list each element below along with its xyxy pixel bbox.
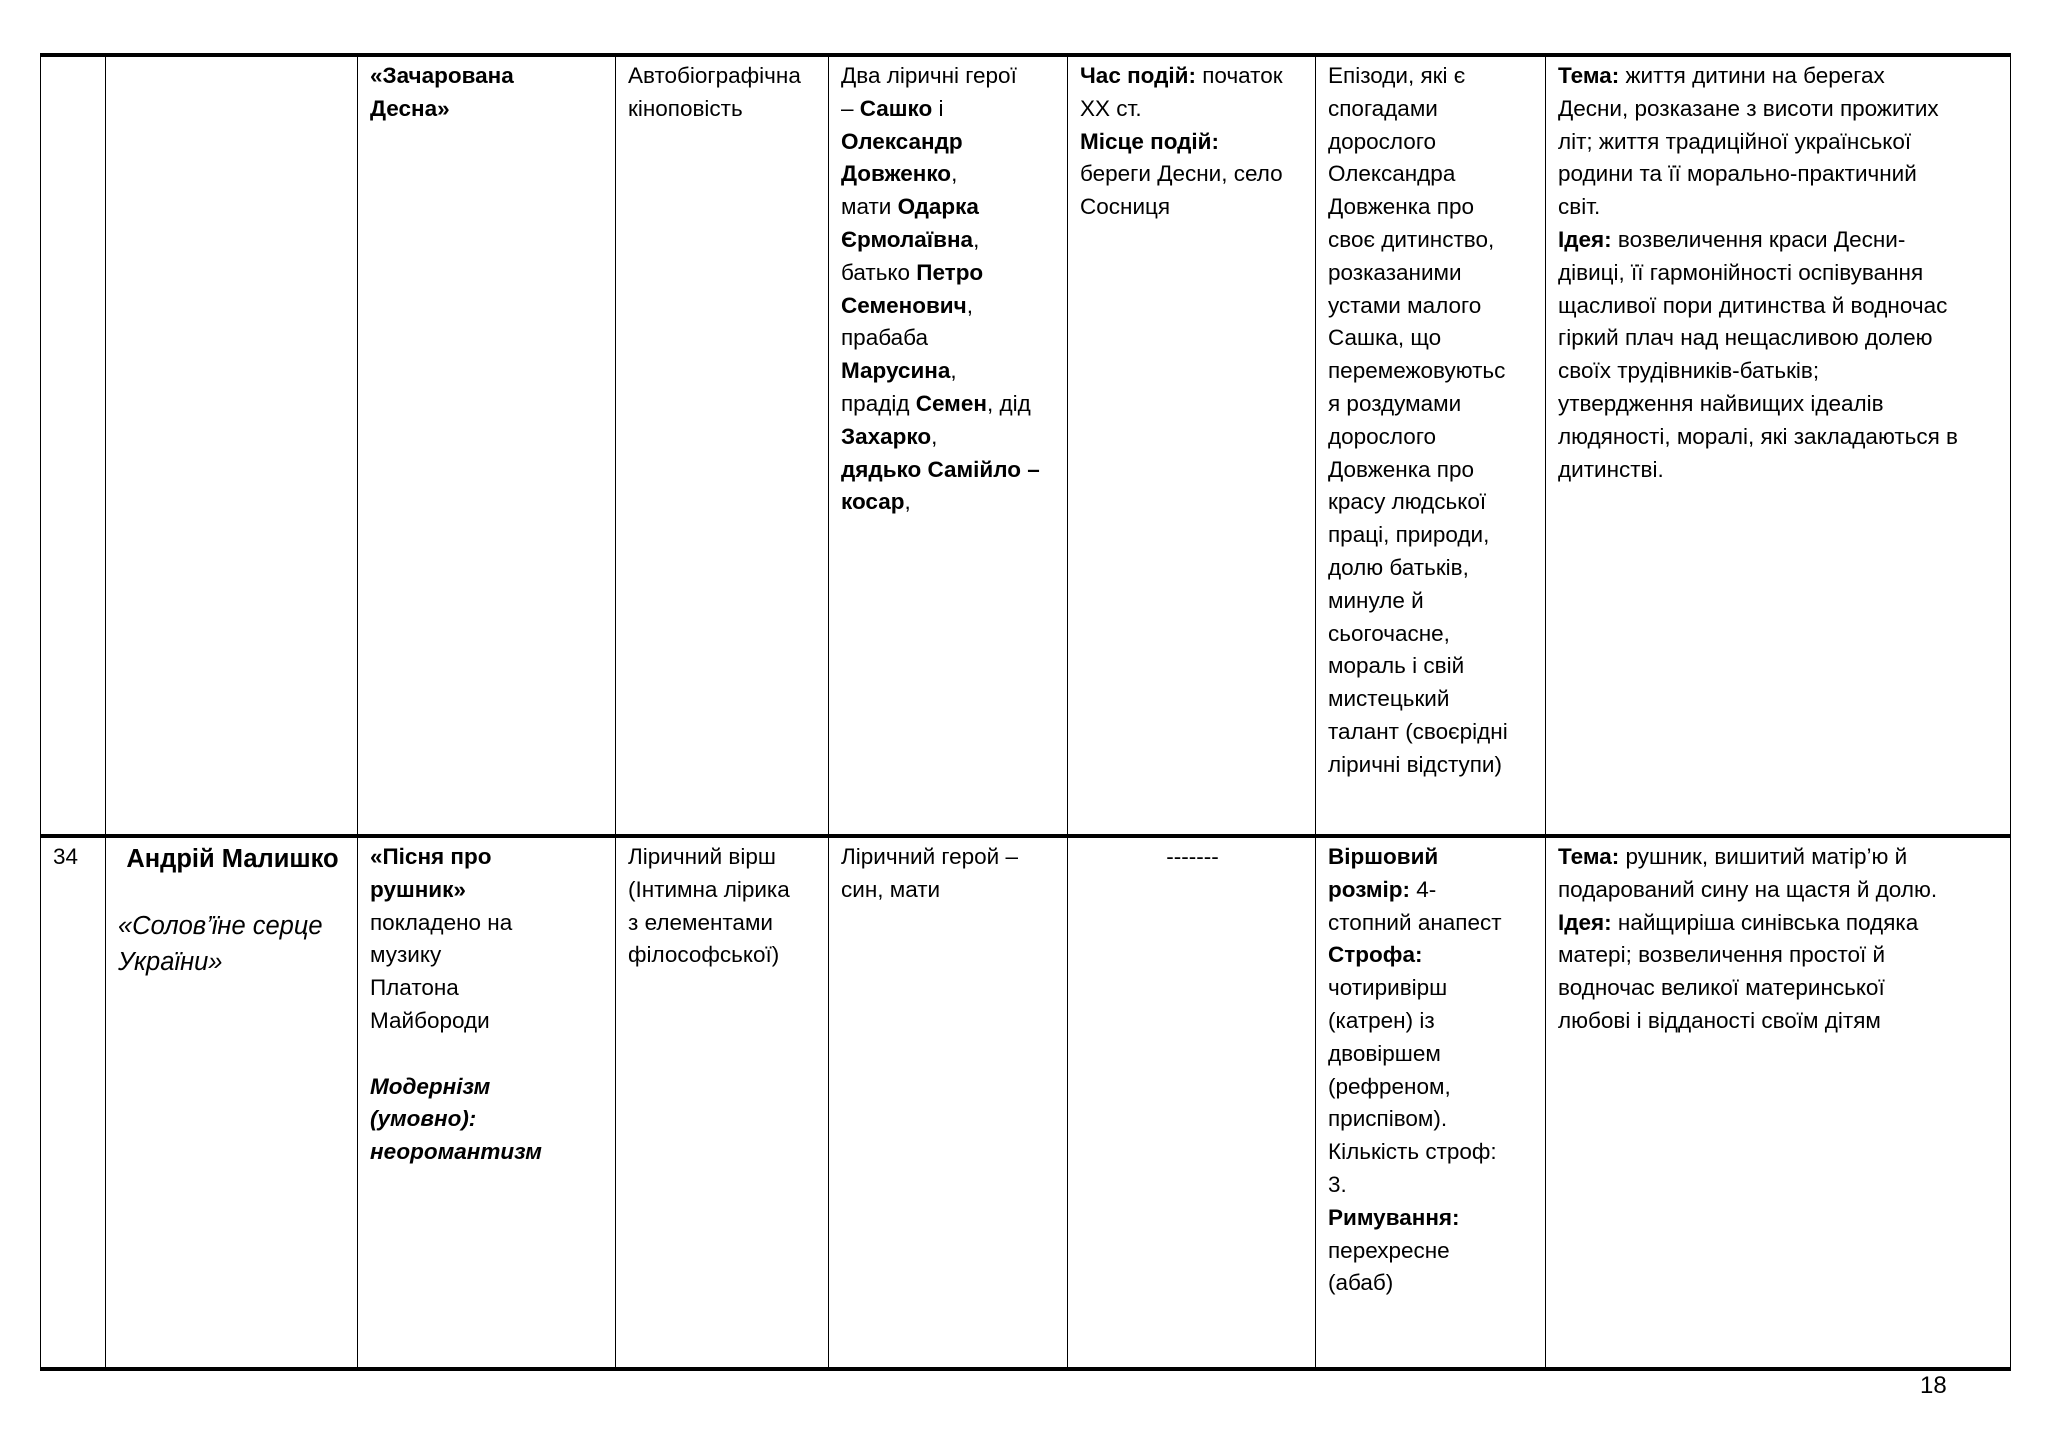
- theme-idea-cell: Тема: рушник, вишитий матір’ю й подарований сину на щастя й долю. Ідея: найщиріша синівська подяка матері; возвеличення простої й водночас великої материнської любові і відданості своїм дітям: [1546, 836, 2011, 1369]
- heroes-cell: Ліричний герой – син, мати: [829, 836, 1068, 1369]
- plot-cell: Епізоди, які є спогадами дорослого Олександра Довженка про своє дитинство, розказаними устами малого Сашка, що перемежовуютьс я роздумами дорослого Довженка про красу людської праці, природи, долю батьків, минуле й сьогочасне, мораль і свій мистецький талант (своєрідні ліричні відступи): [1316, 55, 1546, 836]
- row-number-cell: [41, 55, 106, 836]
- table-row: [41, 836, 2011, 1369]
- heroes-cell: Два ліричні герої – Сашко і Олександр Довженко, мати Одарка Єрмолаївна, батько Петро Семенович, прабаба Марусина, прадід Семен, дід Захарко, дядько Самійло – косар,: [829, 55, 1068, 836]
- theme-idea-cell: Тема: життя дитини на берегах Десни, розказане з висоти прожитих літ; життя традиційної української родини та її морально-практичний світ. Ідея: возвеличення краси Десни- дівиці, її гармонійності оспівування щасливої пори дитинства й водночас гіркий плач над нещасливою долею своїх трудівників-батьків; утвердження найвищих ідеалів людяності, моралі, які закладаються в дитинстві.: [1546, 55, 2011, 836]
- literary-style: Модернізм: [370, 1073, 491, 1099]
- work-title: «Зачарована: [370, 63, 514, 88]
- work-title-cell: «Зачарована Десна»: [358, 55, 616, 836]
- collection-title: «Солов’їне серце України»: [118, 911, 323, 976]
- row-number: 34: [53, 844, 79, 869]
- row-number-cell: [41, 836, 106, 1369]
- literature-table: [40, 53, 2011, 1371]
- table-row: [41, 55, 2011, 836]
- setting-cell: Час подій: початок XX ст. Місце подій: береги Десни, село Сосниця: [1068, 55, 1316, 836]
- genre-cell: Автобіографічна кіноповість: [616, 55, 829, 836]
- author-cell: [106, 55, 358, 836]
- author-name: Андрій Малишко: [126, 845, 339, 873]
- author-cell: [106, 836, 358, 1369]
- work-title-cell: «Пісня про рушник» покладено на музику Платона Майбороди Модернізм (умовно): неоромантизм: [358, 836, 616, 1369]
- setting-cell: -------: [1068, 836, 1316, 1369]
- genre-cell: Ліричний вірш (Інтимна лірика з елементами філософської): [616, 836, 829, 1369]
- verse-cell: Віршовий розмір: 4- стопний анапест Строфа: чотиривірш (катрен) із двовіршем (рефреном, приспівом). Кількість строф: 3. Римування: перехресне (абаб): [1316, 836, 1546, 1369]
- work-title: «Пісня про: [370, 844, 492, 869]
- page-number: 18: [1920, 1372, 1947, 1399]
